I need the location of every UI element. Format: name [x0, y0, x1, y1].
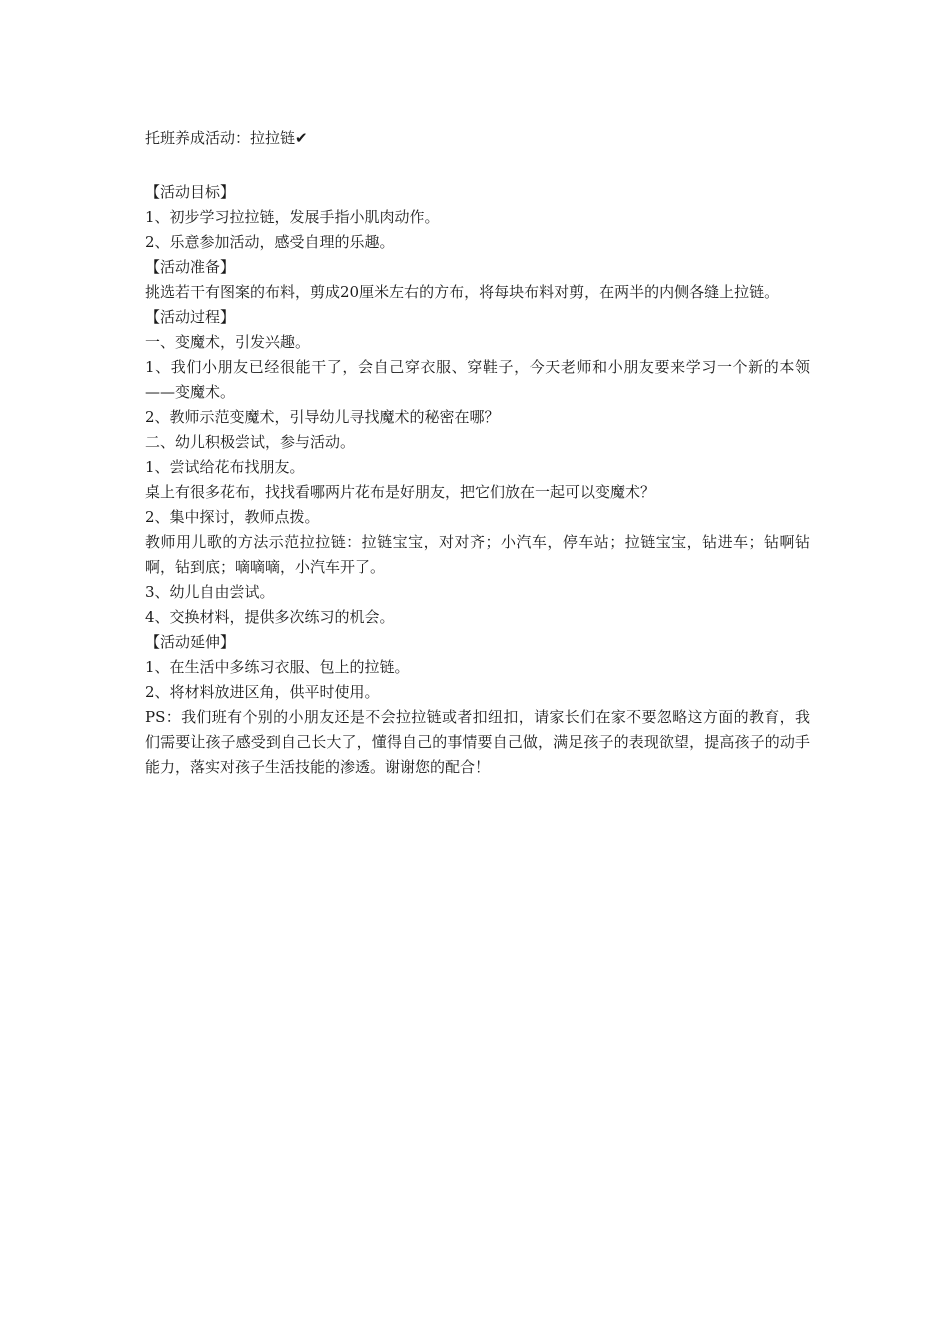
process-item-1-2: 2、教师示范变魔术，引导幼儿寻找魔术的秘密在哪？	[145, 408, 500, 426]
ps-note-paragraph: PS：我们班有个别的小朋友还是不会拉拉链或者扣纽扣，请家长们在家不要忽略这方面的教育，我们需要让孩子感受到自己长大了，懂得自己的事情要自己做，满足孩子的表现欲望，提高孩子的动手能力，落实对孩子生活技能的渗透。谢谢您的配合！	[145, 708, 810, 776]
process-item-2-2: 2、集中探讨，教师点拨。	[145, 508, 320, 526]
goal-item-1: 1、初步学习拉拉链，发展手指小肌肉动作。	[145, 208, 440, 226]
section-heading-extension: 【活动延伸】	[145, 633, 236, 651]
document-title: 托班养成活动：拉拉链✔	[145, 129, 308, 147]
process-item-1-1: 1、我们小朋友已经很能干了，会自己穿衣服、穿鞋子，今天老师和小朋友要来学习一个新的本领——变魔术。	[145, 358, 810, 401]
preparation-paragraph: 挑选若干有图案的布料，剪成20厘米左右的方布，将每块布料对剪，在两半的内侧各缝上拉链。	[145, 283, 780, 301]
process-item-2-2-detail: 教师用儿歌的方法示范拉拉链：拉链宝宝，对对齐；小汽车，停车站；拉链宝宝，钻进车；钻啊钻啊，钻到底；嘀嘀嘀，小汽车开了。	[145, 533, 810, 576]
extension-item-1: 1、在生活中多练习衣服、包上的拉链。	[145, 658, 410, 676]
section-heading-preparation: 【活动准备】	[145, 258, 236, 276]
section-heading-process: 【活动过程】	[145, 308, 236, 326]
process-item-2-1-detail: 桌上有很多花布，找找看哪两片花布是好朋友，把它们放在一起可以变魔术？	[145, 483, 656, 501]
process-item-2-3: 3、幼儿自由尝试。	[145, 583, 275, 601]
goal-item-2: 2、乐意参加活动，感受自理的乐趣。	[145, 233, 395, 251]
process-item-2-4: 4、交换材料，提供多次练习的机会。	[145, 608, 395, 626]
section-heading-goals: 【活动目标】	[145, 183, 236, 201]
process-step-heading-2: 二、幼儿积极尝试，参与活动。	[145, 433, 356, 451]
extension-item-2: 2、将材料放进区角，供平时使用。	[145, 683, 380, 701]
process-item-2-1: 1、尝试给花布找朋友。	[145, 458, 305, 476]
document-page	[145, 126, 810, 780]
process-step-heading-1: 一、变魔术，引发兴趣。	[145, 333, 311, 351]
